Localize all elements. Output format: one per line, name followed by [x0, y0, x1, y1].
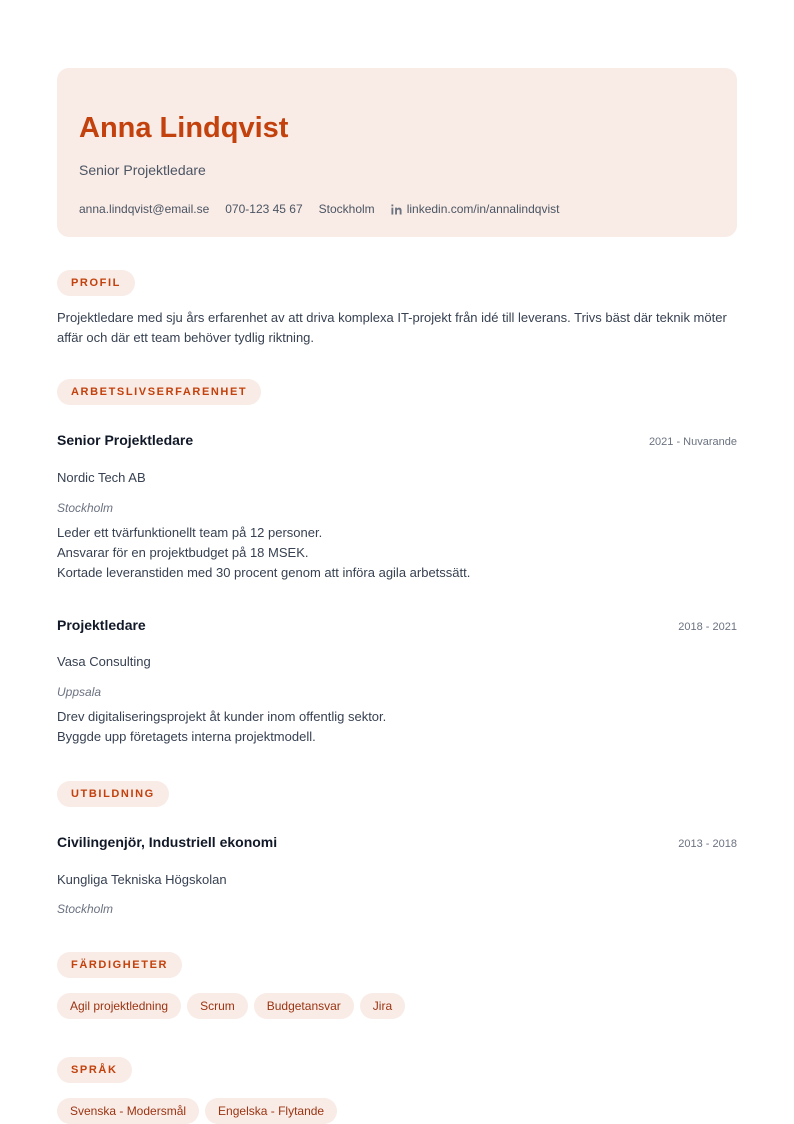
job-title: Projektledare	[57, 617, 146, 633]
contact-city: Stockholm	[318, 202, 375, 216]
job-company: Vasa Consulting	[57, 654, 151, 669]
skill-pill: Budgetansvar	[254, 993, 354, 1019]
contact-email[interactable]: anna.lindqvist@email.se	[79, 202, 210, 216]
skill-pill: Agil projektledning	[57, 993, 181, 1019]
skill-pill: Scrum	[187, 993, 248, 1019]
degree-title: Civilingenjör, Industriell ekonomi	[57, 834, 278, 850]
language-pill: Engelska - Flytande	[205, 1098, 337, 1124]
language-pill: Svenska - Modersmål	[57, 1098, 199, 1124]
profile-section	[57, 270, 737, 348]
languages-section	[57, 1057, 737, 1124]
skills-section	[57, 952, 737, 1019]
job-location: Stockholm	[57, 501, 114, 515]
contact-linkedin[interactable]	[391, 201, 576, 217]
resume	[57, 68, 737, 1118]
job-title: Senior Projektledare	[57, 432, 194, 448]
education-entry	[57, 834, 737, 916]
job-description	[57, 707, 737, 747]
experience-section	[57, 379, 737, 405]
school-location: Stockholm	[57, 902, 114, 916]
job-description	[57, 523, 737, 583]
job-line: Kortade leveranstiden med 30 procent genom att införa agila arbetssätt.	[57, 565, 471, 580]
section-heading-experience: ARBETSLIVSERFARENHET	[57, 379, 261, 405]
candidate-title: Senior Projektledare	[79, 162, 206, 178]
section-heading-languages: SPRÅK	[57, 1057, 132, 1083]
job-line: Drev digitaliseringsprojekt åt kunder inom offentlig sektor.	[57, 709, 387, 724]
education-date: 2013 - 2018	[678, 838, 737, 850]
skill-pill: Jira	[360, 993, 405, 1019]
education-section	[57, 781, 737, 807]
resume-header	[57, 68, 737, 237]
profile-text: Projektledare med sju års erfarenhet av att driva komplexa IT-projekt från idé till leverans. Trivs bäst där teknik möter affär och där ett team behöver tydlig riktning.	[57, 310, 727, 345]
languages-list	[57, 1098, 737, 1124]
linkedin-url: linkedin.com/in/annalindqvist	[406, 202, 560, 216]
job-entry	[57, 432, 737, 583]
job-company: Nordic Tech AB	[57, 470, 146, 485]
job-date: 2021 - Nuvarande	[648, 436, 737, 448]
job-line: Ansvarar för en projektbudget på 18 MSEK.	[57, 545, 309, 560]
candidate-name: Anna Lindqvist	[79, 112, 289, 144]
job-line: Leder ett tvärfunktionellt team på 12 personer.	[57, 525, 323, 540]
section-heading-skills: FÄRDIGHETER	[57, 952, 182, 978]
linkedin-icon	[391, 204, 402, 215]
section-heading-education: UTBILDNING	[57, 781, 169, 807]
job-location: Uppsala	[57, 685, 102, 699]
contact-phone[interactable]: 070-123 45 67	[225, 202, 303, 216]
job-line: Byggde upp företagets interna projektmodell.	[57, 729, 316, 744]
contact-row	[79, 201, 715, 217]
job-date: 2018 - 2021	[678, 621, 737, 633]
skills-list	[57, 993, 737, 1019]
job-entry	[57, 617, 737, 747]
school-name: Kungliga Tekniska Högskolan	[57, 872, 227, 887]
section-heading-profile: PROFIL	[57, 270, 135, 296]
